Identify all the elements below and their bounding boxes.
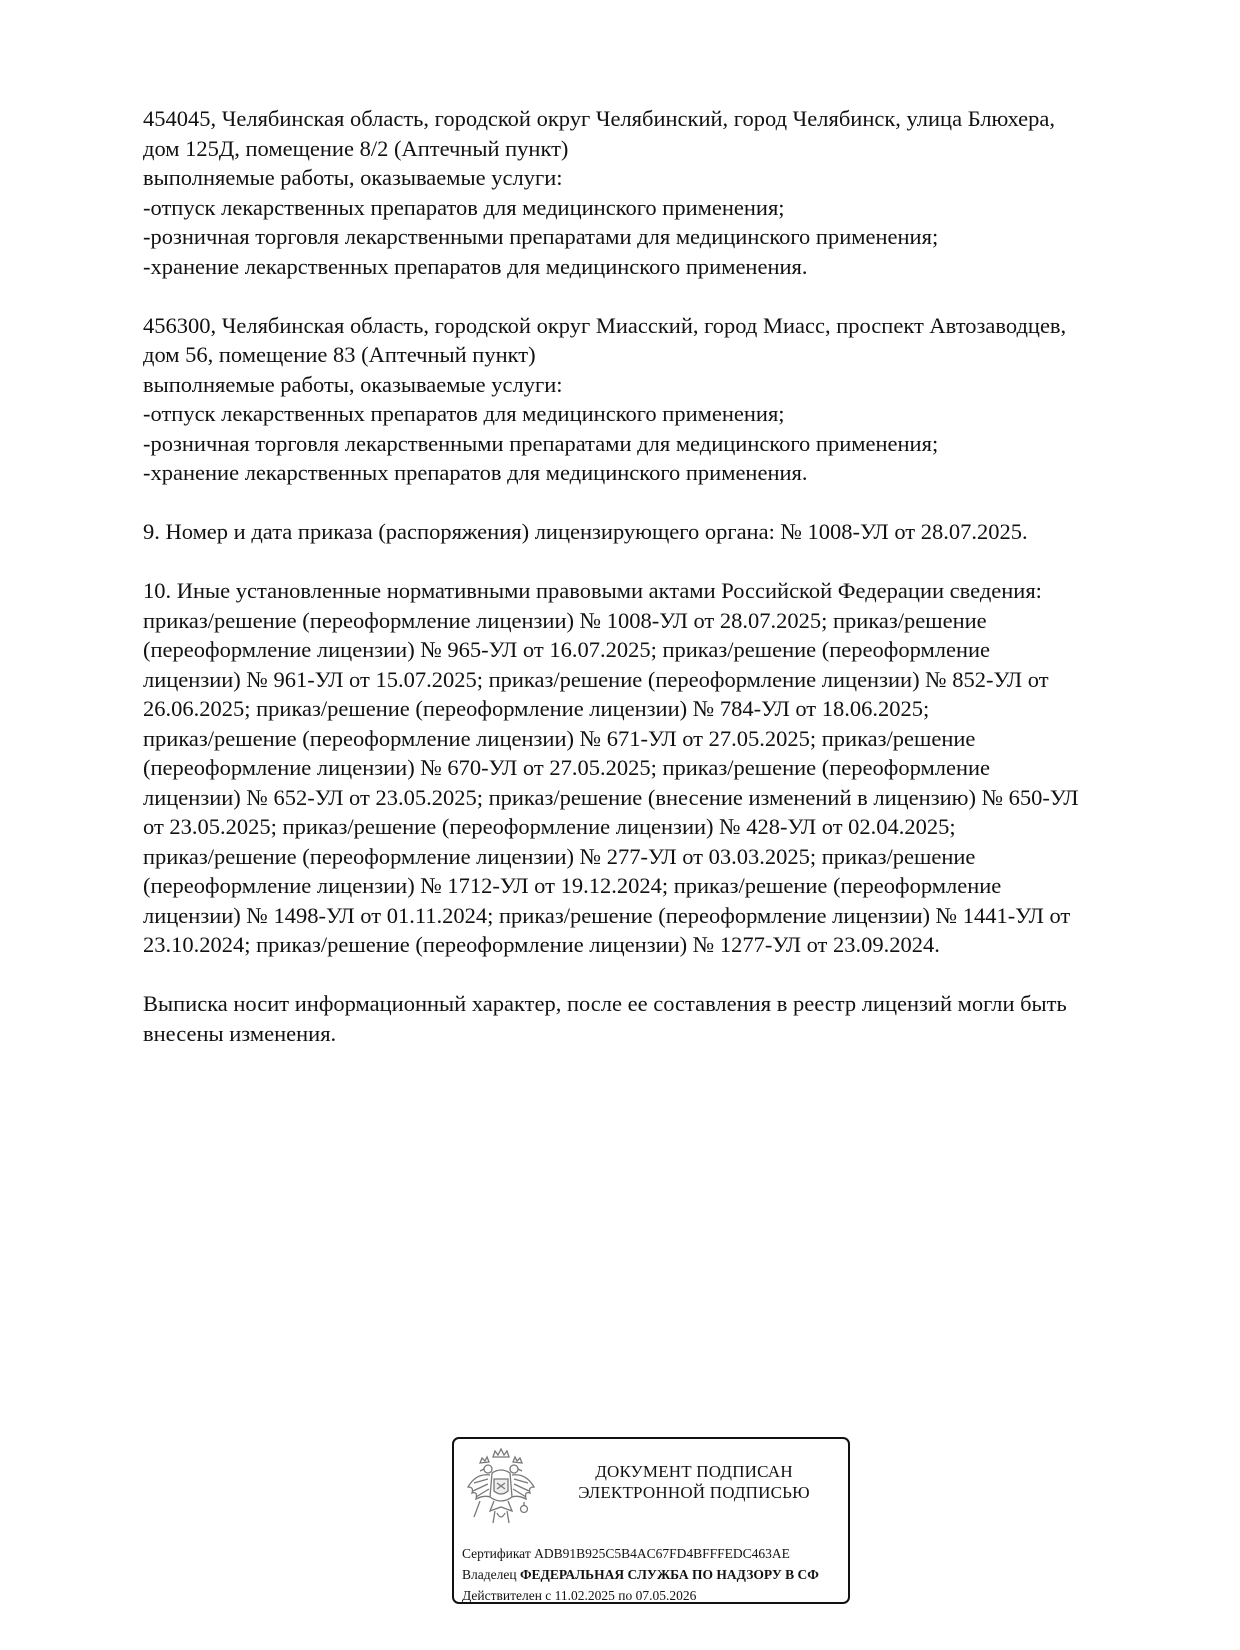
address-block-chelyabinsk (143, 104, 1163, 281)
text-line: (переоформление лицензии) № 965-УЛ от 16.07.2025; приказ/решение (переоформление (143, 637, 991, 662)
text-line: приказ/решение (переоформление лицензии) № 1008-УЛ от 28.07.2025; приказ/решение (143, 607, 987, 633)
text-line: Выписка носит информационный характер, после ее составления в реестр лицензий могли быть (143, 991, 1067, 1016)
russian-coat-of-arms-icon (464, 1447, 538, 1533)
text-line: внесены изменения. (143, 1020, 337, 1046)
text-line: приказ/решение (переоформление лицензии) № 671-УЛ от 27.05.2025; приказ/решение (143, 725, 976, 751)
text-line: лицензии) № 1498-УЛ от 01.11.2024; приказ/решение (переоформление лицензии) № 1441-УЛ от (143, 902, 1071, 928)
document-body (143, 104, 1163, 1078)
electronic-signature-stamp (452, 1437, 850, 1604)
text-line: -розничная торговля лекарственными препаратами для медицинского применения; (143, 224, 939, 249)
section-10-other-info (143, 576, 1163, 960)
text-line: -отпуск лекарственных препаратов для медицинского применения; (143, 194, 785, 220)
certificate-row (462, 1543, 819, 1564)
stamp-details (462, 1543, 819, 1604)
text-line: дом 56, помещение 83 (Аптечный пункт) (143, 342, 536, 367)
stamp-title-line: ДОКУМЕНТ ПОДПИСАН (595, 1462, 793, 1481)
text-line: выполняемые работы, оказываемые услуги: (143, 371, 563, 397)
text-line: от 23.05.2025; приказ/решение (переоформление лицензии) № 428-УЛ от 02.04.2025; (143, 814, 956, 839)
text-line: лицензии) № 652-УЛ от 23.05.2025; приказ/решение (внесение изменений в лицензию) № 650-УЛ (143, 784, 1079, 810)
text-line: 9. Номер и дата приказа (распоряжения) лицензирующего органа: № 1008-УЛ от 28.07.2025. (143, 519, 1028, 544)
address-block-miass (143, 311, 1163, 488)
text-line: -розничная торговля лекарственными препаратами для медицинского применения; (143, 430, 939, 456)
stamp-title (549, 1461, 839, 1503)
owner-row (462, 1564, 819, 1585)
text-line: -хранение лекарственных препаратов для медицинского применения. (143, 253, 808, 279)
validity-row (462, 1585, 819, 1604)
text-line: дом 125Д, помещение 8/2 (Аптечный пункт) (143, 135, 569, 161)
stamp-title-line: ЭЛЕКТРОННОЙ ПОДПИСЬЮ (578, 1483, 810, 1502)
text-line: выполняемые работы, оказываемые услуги: (143, 165, 563, 190)
certificate-value: ADB91B925C5B4AC67FD4BFFFEDC463AE (534, 1546, 790, 1561)
text-line: 454045, Челябинская область, городской округ Челябинский, город Челябинск, улица Блюхера, (143, 106, 1056, 131)
text-line: лицензии) № 961-УЛ от 15.07.2025; приказ/решение (переоформление лицензии) № 852-УЛ от (143, 666, 1049, 692)
text-line: 10. Иные установленные нормативными правовыми актами Российской Федерации сведения: (143, 578, 1042, 603)
text-line: -хранение лекарственных препаратов для медицинского применения. (143, 460, 808, 485)
owner-label: Владелец (462, 1567, 517, 1582)
text-line: -отпуск лекарственных препаратов для медицинского применения; (143, 401, 785, 426)
text-line: 23.10.2024; приказ/решение (переоформление лицензии) № 1277-УЛ от 23.09.2024. (143, 932, 940, 957)
text-line: (переоформление лицензии) № 1712-УЛ от 19.12.2024; приказ/решение (переоформление (143, 873, 1002, 898)
valid-to-label: по (618, 1588, 633, 1603)
valid-from: 11.02.2025 (554, 1588, 615, 1603)
disclaimer (143, 989, 1163, 1048)
owner-value: ФЕДЕРАЛЬНАЯ СЛУЖБА ПО НАДЗОРУ В СФ (519, 1567, 819, 1582)
text-line: приказ/решение (переоформление лицензии) № 277-УЛ от 03.03.2025; приказ/решение (143, 843, 976, 869)
text-line: (переоформление лицензии) № 670-УЛ от 27.05.2025; приказ/решение (переоформление (143, 755, 991, 780)
section-9-order-number (143, 517, 1163, 547)
text-line: 456300, Челябинская область, городской округ Миасский, город Миасс, проспект Автозаводцев, (143, 312, 1067, 338)
certificate-label: Сертификат (462, 1546, 531, 1561)
valid-to: 07.05.2026 (635, 1588, 697, 1603)
valid-label: Действителен с (462, 1588, 552, 1603)
text-line: 26.06.2025; приказ/решение (переоформление лицензии) № 784-УЛ от 18.06.2025; (143, 696, 930, 721)
